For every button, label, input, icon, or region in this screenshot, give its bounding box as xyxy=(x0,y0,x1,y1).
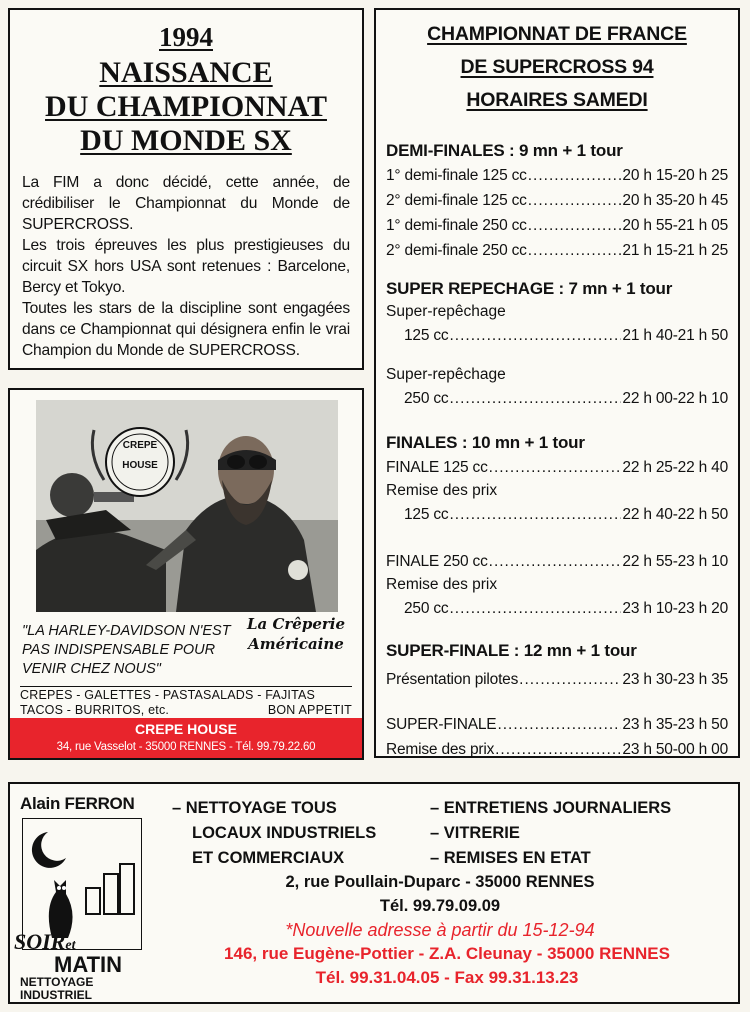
paragraph-3: Toutes les stars de la discipline sont engagées dans ce Championnat qui désignera enfin le vrai Champion du Monde de SUPERCROSS. xyxy=(22,300,350,359)
row-time: 20 h 55-21 h 05 xyxy=(622,217,728,234)
row-label: 1° demi-finale 250 cc xyxy=(386,217,527,234)
service-item: – VITRERIE xyxy=(430,824,520,842)
logo-nettoyage: NETTOYAGE xyxy=(20,975,94,989)
row-time: 22 h 25-22 h 40 xyxy=(622,459,728,476)
row-time: 23 h 30-23 h 35 xyxy=(622,671,728,688)
box-heading-line-1: NAISSANCE xyxy=(99,56,273,89)
soir-matin-logo-text xyxy=(14,930,154,1002)
row-label: 250 cc xyxy=(404,600,449,617)
schedule-title-2: DE SUPERCROSS 94 xyxy=(460,56,654,78)
row-time: 20 h 35-20 h 45 xyxy=(622,192,728,209)
row-time: 23 h 10-23 h 20 xyxy=(622,600,728,617)
menu-line-1: CREPES - GALETTES - PASTASALADS - FAJITAS xyxy=(20,688,316,702)
schedule-row xyxy=(386,238,728,263)
creperie-tagline xyxy=(236,614,356,654)
creperie-line-1: La Crêperie xyxy=(246,615,346,633)
superfinale-title: SUPER-FINALE : 12 mn + 1 tour xyxy=(386,641,637,660)
box-heading-line-3: DU MONDE SX xyxy=(80,124,292,157)
schedule-row xyxy=(386,213,728,238)
old-address: 2, rue Poullain-Duparc - 35000 RENNES xyxy=(285,873,595,891)
menu-line-2: TACOS - BURRITOS, etc. xyxy=(20,703,170,717)
biker-illustration xyxy=(36,400,338,612)
service-item: – ENTRETIENS JOURNALIERS xyxy=(430,799,672,817)
menu-bon-appetit: BON APPETIT xyxy=(267,703,352,717)
schedule-row xyxy=(386,455,728,480)
finales-sub-2: Remise des prix xyxy=(386,576,498,593)
box-heading-line-2: DU CHAMPIONNAT xyxy=(45,90,327,123)
row-label: FINALE 125 cc xyxy=(386,459,488,476)
box-body xyxy=(22,172,350,361)
new-address-notice: *Nouvelle adresse à partir du 15-12-94 xyxy=(285,920,595,940)
schedule-box xyxy=(374,8,740,758)
row-time: 22 h 00-22 h 10 xyxy=(622,390,728,407)
row-label: SUPER-FINALE xyxy=(386,716,497,733)
row-time: 21 h 15-21 h 25 xyxy=(622,242,728,259)
logo-word-2: HOUSE xyxy=(122,460,158,471)
repechage-sub-2: Super-repêchage xyxy=(386,366,506,383)
row-time: 20 h 15-20 h 25 xyxy=(622,167,728,184)
biker-photo xyxy=(36,400,338,612)
box-year: 1994 xyxy=(159,22,213,52)
finales-sub-1: Remise des prix xyxy=(386,482,498,499)
logo-et: et xyxy=(65,938,76,953)
row-time: 23 h 50-00 h 00 xyxy=(622,741,728,758)
crepe-house-band xyxy=(10,718,362,758)
old-phone: Tél. 99.79.09.09 xyxy=(379,897,501,915)
schedule-row xyxy=(386,188,728,213)
row-time: 21 h 40-21 h 50 xyxy=(622,327,728,344)
schedule-row xyxy=(386,667,728,692)
logo-soir: SOIR xyxy=(14,929,66,954)
schedule-row xyxy=(386,549,728,574)
paragraph-2: Les trois épreuves les plus prestigieuses du circuit SX hors USA sont retenues : Barcelone, Bercy et Tokyo. xyxy=(22,237,350,296)
row-label: Remise des prix xyxy=(386,741,495,758)
schedule-row xyxy=(386,712,728,737)
schedule-title-1: CHAMPIONNAT DE FRANCE xyxy=(427,23,687,45)
crepe-house-ad xyxy=(8,388,364,760)
row-time: 22 h 55-23 h 10 xyxy=(622,553,728,570)
slogan: "LA HARLEY-DAVIDSON N'EST PAS INDISPENSABLE POUR VENIR CHEZ NOUS" xyxy=(22,623,231,677)
crepe-house-name: CREPE HOUSE xyxy=(135,721,237,737)
row-label: Présentation pilotes xyxy=(386,671,519,688)
creperie-line-2: Américaine xyxy=(248,635,344,653)
logo-industriel: INDUSTRIEL xyxy=(20,988,92,1002)
schedule-row xyxy=(386,596,728,621)
new-phone-fax: Tél. 99.31.04.05 - Fax 99.31.13.23 xyxy=(315,968,579,987)
row-time: 23 h 35-23 h 50 xyxy=(622,716,728,733)
schedule-row xyxy=(386,502,728,527)
menu-list xyxy=(20,686,352,718)
world-championship-box xyxy=(8,8,364,370)
row-time: 22 h 40-22 h 50 xyxy=(622,506,728,523)
new-address: 146, rue Eugène-Pottier - Z.A. Cleunay - 35000 RENNES xyxy=(224,944,670,963)
schedule-title-3: HORAIRES SAMEDI xyxy=(466,89,648,111)
schedule-row xyxy=(386,323,728,348)
service-item: – REMISES EN ETAT xyxy=(430,849,591,867)
row-label: 2° demi-finale 125 cc xyxy=(386,192,527,209)
service-item: – NETTOYAGE TOUS xyxy=(172,799,337,817)
finales-title: FINALES : 10 mn + 1 tour xyxy=(386,433,585,452)
repechage-sub-1: Super-repêchage xyxy=(386,303,506,320)
crepe-house-address: 34, rue Vasselot - 35000 RENNES - Tél. 99.79.22.60 xyxy=(56,741,316,753)
row-label: 125 cc xyxy=(404,327,449,344)
company-name: Alain FERRON xyxy=(20,794,135,813)
schedule-row xyxy=(386,737,728,762)
logo-matin: MATIN xyxy=(54,952,123,977)
schedule-row xyxy=(386,163,728,188)
service-item: LOCAUX INDUSTRIELS xyxy=(192,824,377,842)
schedule-row xyxy=(386,386,728,411)
demi-finales-title: DEMI-FINALES : 9 mn + 1 tour xyxy=(386,141,623,160)
repechage-title: SUPER REPECHAGE : 7 mn + 1 tour xyxy=(386,279,673,298)
row-label: 1° demi-finale 125 cc xyxy=(386,167,527,184)
ferron-ad xyxy=(8,782,740,1004)
row-label: 125 cc xyxy=(404,506,449,523)
crepe-house-logo xyxy=(116,440,164,472)
row-label: 2° demi-finale 250 cc xyxy=(386,242,527,259)
row-label: FINALE 250 cc xyxy=(386,553,488,570)
paragraph-1: La FIM a donc décidé, cette année, de crédibiliser le Championnat du Monde de SUPERCROSS. xyxy=(22,174,350,233)
service-item: ET COMMERCIAUX xyxy=(192,849,345,867)
row-label: 250 cc xyxy=(404,390,449,407)
logo-word-1: CREPE xyxy=(122,440,158,451)
